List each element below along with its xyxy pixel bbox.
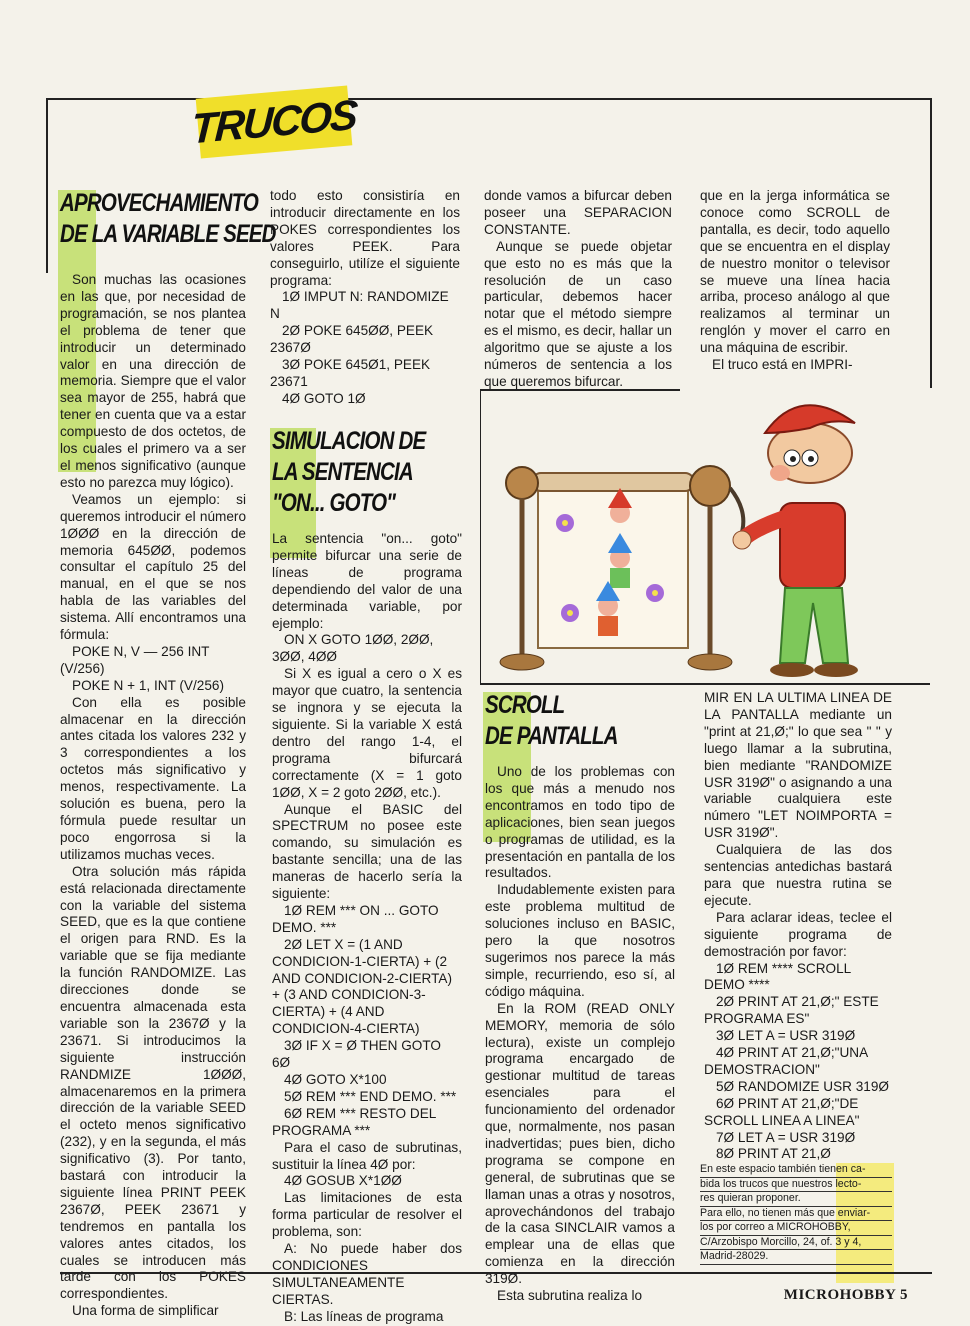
code-line: ON X GOTO 1ØØ, 2ØØ, 3ØØ, 4ØØ	[272, 632, 434, 665]
paragraph: Una forma de simplificar	[72, 1303, 219, 1319]
note-line: los por correo a MICROHOBBY,	[700, 1221, 892, 1236]
paragraph: Si X es igual a cero o X es mayor que cuatro, la sentencia se ingnora y se ejecuta la siguiente. Si la variable X está dentro del rango 1-4, el programa bifurcará correctamente (X = 1 goto 1ØØ, X = 2 goto 2ØØ, etc.).	[272, 666, 462, 800]
heading-1-line-2: DE LA VARIABLE SEED	[60, 220, 276, 248]
code-line: POKE N, V — 256 INT (V/256)	[60, 643, 210, 676]
code-line: 4Ø PRINT AT 21,Ø;"UNA DEMOSTRACION"	[704, 1045, 868, 1077]
paragraph: Las limitaciones de esta forma particular de resolver el problema, son:	[272, 1190, 462, 1240]
paragraph: Otra solución más rápida está relacionada directamente con la variable del sistema SEED, que es la que contiene el origen para RND. Es la variable que se fija mediante la función RANDOMIZE. Las direcciones donde se encuentra almacenada esta variable son la 2367Ø y la 23671. Si introducimos la siguiente instrucción RANDMIZE 1ØØØ, almacenaremos en la primera dirección de la variable SEED el octeto menos significativo (232), y en la segunda, el más significativo (3). Por tanto, bastará con introducir la siguiente línea PRINT PEEK 2367Ø, PEEK 23671 y tendremos en pantalla los valores antes citados, los cuales se introducen más tarde con los POKES correspondientes.	[60, 863, 246, 1302]
code-line: 2Ø PRINT AT 21,Ø;" ESTE PROGRAMA ES"	[704, 994, 879, 1027]
code-line: 1Ø REM *** ON ... GOTO DEMO. ***	[272, 902, 439, 935]
code-line: 4Ø GOSUB X*1ØØ	[284, 1173, 402, 1189]
heading-1-line-1: APROVECHAMIENTO	[60, 189, 259, 217]
paragraph: todo esto consistiría en introducir directamente en los POKES correspondientes los valores PEEK. Para conseguirlo, utilíze el siguiente programa:	[270, 188, 460, 288]
paragraph: Con ella es posible almacenar en la dirección antes citada los valores 232 y 3 correspondientes a los octetos más significativo y menos, respectivamente. La solución es buena, pero la fórmula puede resultar un poco engorrosa si la utilizamos muchas veces.	[60, 694, 246, 862]
section-title: TRUCOS	[190, 90, 358, 153]
paragraph: Aunque se puede objetar que esto no es más que la resolución de un caso particular, debemos hacer notar que el método siempre es el mismo, es decir, hallar un algoritmo que se ajuste a los números de sentencia a los que queremos bifurcar.	[484, 238, 672, 389]
paragraph: B: Las líneas de programa	[284, 1308, 444, 1324]
column-2-bottom	[272, 426, 462, 1326]
code-line: 2Ø POKE 645ØØ, PEEK 2367Ø	[270, 323, 434, 356]
note-line: En este espacio también tienen ca-	[700, 1163, 892, 1178]
paragraph: La sentencia "on... goto" permite bifurcar una serie de líneas de programa dependiendo del valor de una determinada variable, por ejemplo:	[272, 531, 462, 631]
code-line: 1Ø REM **** SCROLL DEMO ****	[704, 960, 851, 993]
column-2-top	[270, 188, 460, 408]
frame-left-rule	[46, 98, 48, 273]
code-line: 1Ø IMPUT N: RANDOMIZE N	[270, 289, 449, 322]
paragraph: Para aclarar ideas, teclee el siguiente programa de demostración por favor:	[704, 909, 892, 959]
note-line: C/Arzobispo Morcillo, 24, of. 3 y 4,	[700, 1236, 892, 1251]
column-3-bottom	[485, 690, 675, 1305]
paragraph: Aunque el BASIC del SPECTRUM no posee este comando, su simulación es bastante sencilla; una de las maneras de hacerlo sería la siguiente:	[272, 801, 462, 902]
column-3-top	[484, 188, 672, 391]
paragraph: Uno de los problemas con los que más a menudo nos encontramos en todo tipo de aplicaciones, bien sean juegos o programas de utilidad, es la presentación en pantalla de los resultados.	[485, 764, 675, 881]
code-line: 6Ø PRINT AT 21,Ø;"DE SCROLL LINEA A LINEA"	[704, 1095, 860, 1128]
reader-note	[700, 1163, 892, 1265]
paragraph: Esta subrutina realiza lo	[497, 1288, 643, 1304]
frame-right-rule	[930, 98, 932, 388]
paragraph: En la ROM (READ ONLY MEMORY, memoria de sólo lectura), existe un complejo programa encargado de gestionar multitud de tareas esenciales para el funcionamiento del ordenador que, normalmente, nos pasan inadvertidas; pues bien, dicho programa se compone en general, de subrutinas que se llaman unas a otras y nosotros, aprovechándonos del trabajo de la casa SINCLAIR vamos a emplear una de ellas que comienza en la dirección 319Ø.	[485, 1000, 675, 1287]
paragraph: Para el caso de subrutinas, sustituir la línea 4Ø por:	[272, 1139, 462, 1172]
heading-2-line-3: "ON... GOTO"	[272, 489, 396, 517]
paragraph: MIR EN LA ULTIMA LINEA DE LA PANTALLA mediante un "print at 21,Ø;" lo que sea " " y luego llamar a la subrutina, bien mediante "RANDOMIZE USR 319Ø" o asignando a una variable cualquiera este número "LET NOIMPORTA = USR 319Ø".	[704, 690, 892, 841]
note-line: Madrid-28029.	[700, 1250, 892, 1265]
heading-3-line-2: DE PANTALLA	[485, 722, 618, 750]
column-4-top	[700, 188, 890, 374]
paragraph: que en la jerga informática se conoce como SCROLL de pantalla, es decir, todo aquello que se encuentra en el display de nuestro monitor o televisor se mueve una línea hacia arriba, proceso análogo al que realizamos al terminar un renglón y mover el carro en una máquina de escribir.	[700, 188, 890, 356]
code-line: 5Ø REM *** END DEMO. ***	[284, 1088, 457, 1104]
column-4-bottom	[704, 690, 892, 1163]
note-line: bida los trucos que nuestros lecto-	[700, 1178, 892, 1193]
column-1	[60, 188, 276, 1320]
paragraph: El truco está en IMPRI-	[712, 357, 853, 373]
paragraph: A: No puede haber dos CONDICIONES SIMULTANEAMENTE CIERTAS.	[272, 1241, 462, 1307]
section-title-badge	[190, 85, 358, 158]
heading-3-line-1: SCROLL	[485, 691, 565, 719]
code-line: 8Ø PRINT AT 21,Ø	[716, 1146, 831, 1162]
paragraph: donde vamos a bifurcar deben poseer una SEPARACION CONSTANTE.	[484, 188, 672, 237]
cartoon-illustration	[480, 388, 930, 686]
heading-2-line-2: LA SENTENCIA	[272, 458, 413, 486]
code-line: 5Ø RANDOMIZE USR 319Ø	[716, 1078, 889, 1094]
paragraph: Son muchas las ocasiones en las que, por necesidad de programación, se nos plantea el problema de tener que introducir un determinado valor en una dirección de memoria. Siempre que el valor sea mayor de 255, habrá que tener en cuenta que va a estar compuesto de dos octetos, de los cuales el primero va a ser el menos significativo (aunque esto no parezca muy lógico).	[60, 272, 246, 490]
paragraph: Cualquiera de las dos sentencias antedichas bastará para que nuestra rutina se ejecute.	[704, 842, 892, 908]
heading-2-line-1: SIMULACION DE	[272, 427, 426, 455]
paragraph: Indudablemente existen para este problema multitud de soluciones incluso en BASIC, pero la que nosotros sugerimos nos parece la más simple, recurriendo, eso sí, al código máquina.	[485, 882, 675, 999]
code-line: 3Ø IF X = Ø THEN GOTO 6Ø	[272, 1038, 441, 1071]
code-line: POKE N + 1, INT (V/256)	[72, 677, 224, 693]
code-line: 2Ø LET X = (1 AND CONDICION-1-CIERTA) + (2 AND CONDICION-2-CIERTA) + (3 AND CONDICION-3-CIERTA) + (4 AND CONDICION-4-CIERTA)	[272, 936, 452, 1037]
code-line: 7Ø LET A = USR 319Ø	[716, 1129, 856, 1145]
code-line: 3Ø POKE 645Ø1, PEEK 23671	[270, 357, 431, 389]
code-line: 4Ø GOTO X*100	[284, 1072, 387, 1087]
note-line: Para ello, no tienen más que enviar-	[700, 1207, 892, 1222]
frame-bottom-rule	[60, 1272, 932, 1274]
code-line: 4Ø GOTO 1Ø	[282, 390, 366, 406]
code-line: 6Ø REM *** RESTO DEL PROGRAMA ***	[272, 1105, 436, 1138]
code-line: 3Ø LET A = USR 319Ø	[716, 1028, 856, 1044]
paragraph: Veamos un ejemplo: si queremos introducir el número 1ØØØ en la dirección de memoria 645ØØ, podemos consultar el capítulo 25 del manual, en el que se nos habla de las variables del sistema. Allí encontramos una fórmula:	[60, 491, 246, 643]
page-footer: MICROHOBBY 5	[783, 1287, 908, 1303]
frame-top-rule	[46, 98, 932, 100]
note-line: res quieran proponer.	[700, 1192, 892, 1207]
